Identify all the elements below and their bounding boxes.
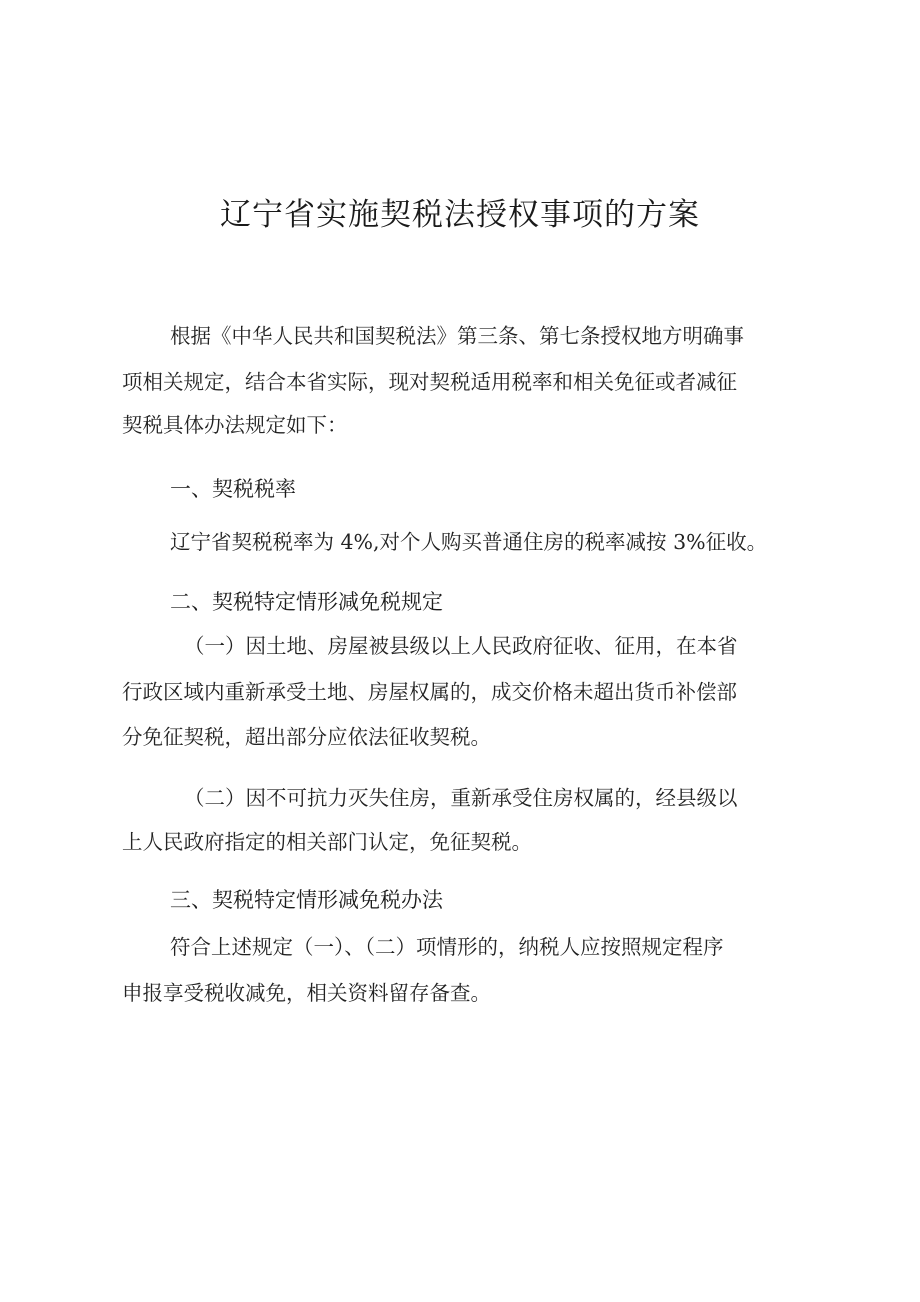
- section-1-paragraph-1-line-1: 辽宁省契税税率为 4%,对个人购买普通住房的税率减按 3%征收。: [170, 530, 768, 554]
- section-3-paragraph-1-line-2: 申报享受税收减免，相关资料留存备查。: [122, 981, 491, 1005]
- section-3-paragraph-1-line-1: 符合上述规定（一）、（二）项情形的，纳税人应按照规定程序: [170, 935, 724, 959]
- intro-line-2: 项相关规定，结合本省实际，现对契税适用税率和相关免征或者减征: [122, 370, 737, 394]
- document-title: 辽宁省实施契税法授权事项的方案: [220, 197, 700, 233]
- section-2-paragraph-1-line-2: 行政区域内重新承受土地、房屋权属的，成交价格未超出货币补偿部: [122, 680, 737, 704]
- intro-line-3: 契税具体办法规定如下：: [122, 413, 348, 437]
- section-heading-1: 一、契税税率: [170, 477, 296, 501]
- intro-line-1: 根据《中华人民共和国契税法》第三条、第七条授权地方明确事: [170, 324, 744, 348]
- section-heading-3: 三、契税特定情形减免税办法: [170, 888, 443, 912]
- section-2-paragraph-1-line-3: 分免征契税，超出部分应依法征收契税。: [122, 725, 491, 749]
- section-2-paragraph-2-line-2: 上人民政府指定的相关部门认定，免征契税。: [122, 830, 532, 854]
- section-2-paragraph-2-line-1: （二）因不可抗力灭失住房，重新承受住房权属的，经县级以: [184, 786, 738, 810]
- section-2-paragraph-1-line-1: （一）因土地、房屋被县级以上人民政府征收、征用，在本省: [184, 634, 738, 658]
- section-heading-2: 二、契税特定情形减免税规定: [170, 590, 443, 614]
